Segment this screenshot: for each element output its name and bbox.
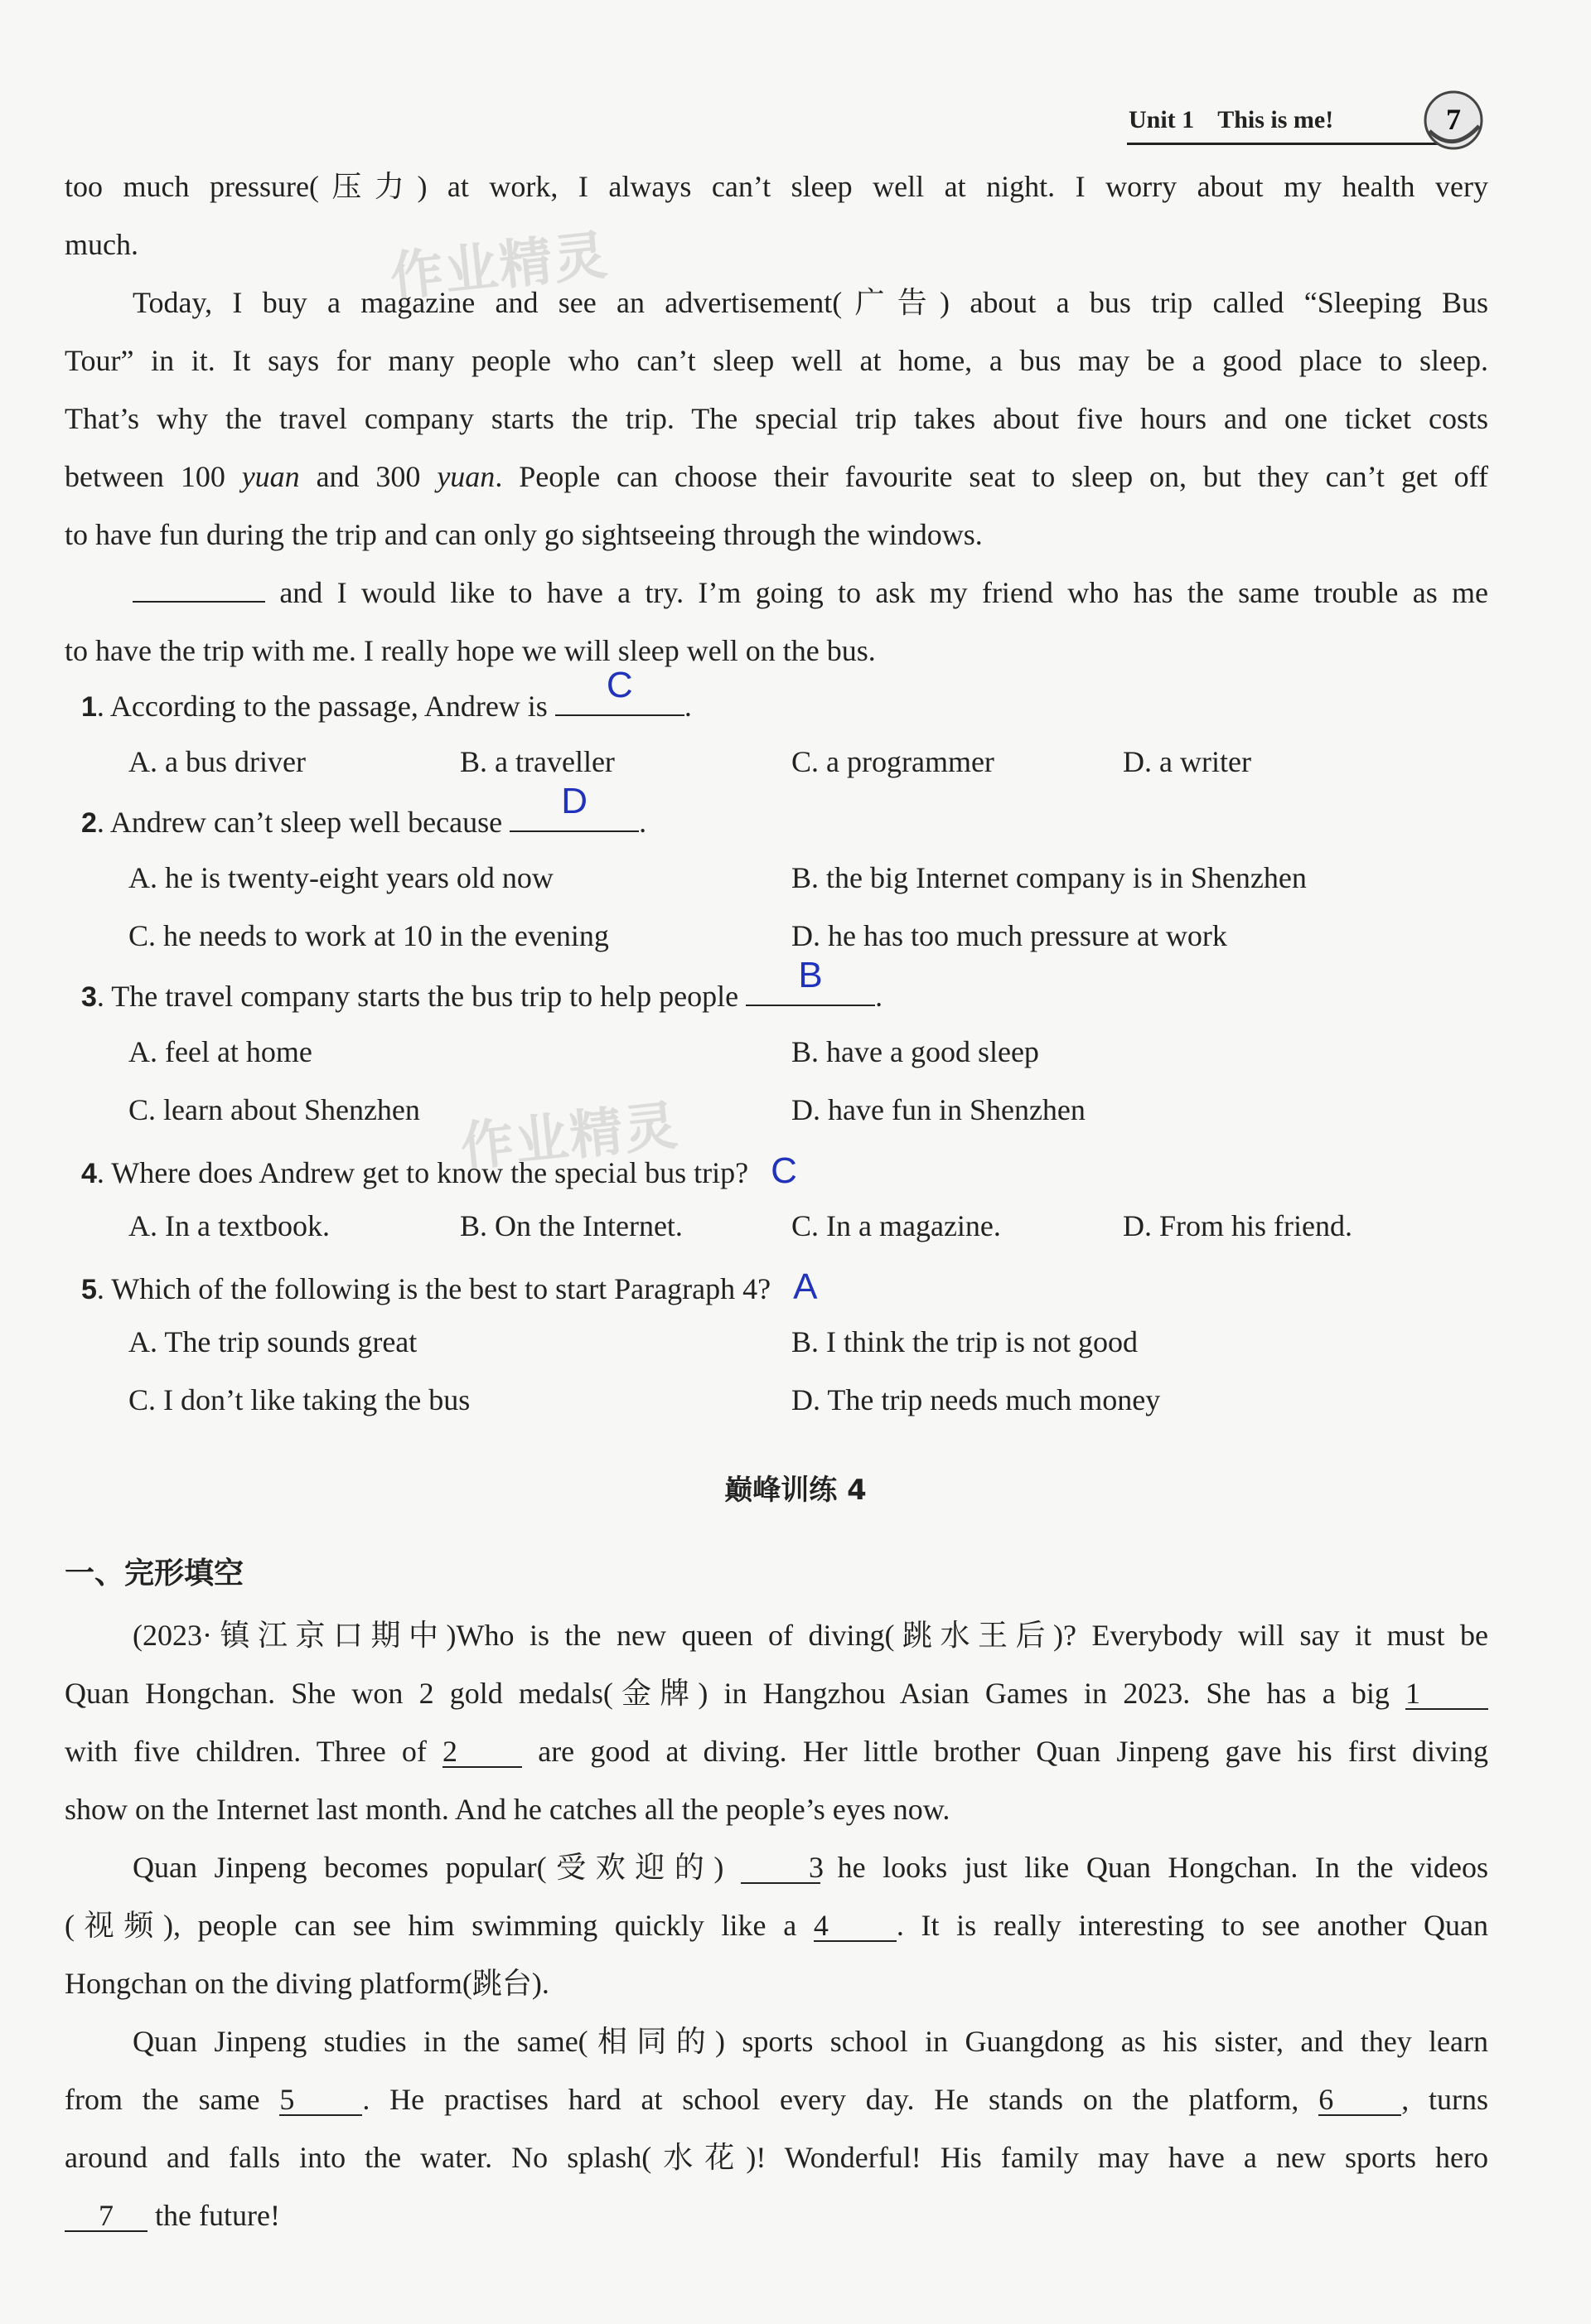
option-a[interactable]: A. a bus driver	[128, 745, 306, 778]
page-header	[1102, 91, 1500, 149]
handwritten-answer: C	[606, 665, 633, 705]
unit-title	[1129, 106, 1333, 134]
cloze-line: Quan Jinpeng studies in the same(相同的) sports school in Guangdong as his sister, and they learn	[133, 2025, 1488, 2058]
question-stem: 4. Where does Andrew get to know the special bus trip? C	[81, 1150, 797, 1191]
passage-line: and I would like to have a try. I’m going to ask my friend who has the same trouble as me	[65, 564, 1488, 622]
passage-line: to have fun during the trip and can only go sightseeing through the windows.	[65, 518, 983, 551]
option-d[interactable]: D. a writer	[1123, 745, 1251, 778]
option-d[interactable]: D. he has too much pressure at work	[791, 919, 1227, 952]
section-title: 巅峰训练 4	[724, 1474, 867, 1507]
cloze-line: around and falls into the water. No splash(水花)! Wonderful! His family may have a new sports hero	[65, 2141, 1488, 2174]
option-b[interactable]: B. I think the trip is not good	[791, 1325, 1138, 1358]
handwritten-answer: C	[771, 1150, 797, 1191]
question-stem: 2. Andrew can’t sleep well because D .	[81, 781, 647, 839]
answer-blank[interactable]	[510, 781, 639, 832]
cloze-blank-5[interactable]: 5	[279, 2084, 362, 2116]
cloze-blank-3[interactable]: 3	[741, 1852, 820, 1884]
part-title: 一、完形填空	[65, 1557, 244, 1590]
watermark-middle: 作业精灵	[457, 1095, 682, 1179]
option-b[interactable]: B. On the Internet.	[460, 1209, 683, 1242]
cloze-line: 7 the future!	[65, 2186, 1488, 2244]
cloze-line: (2023·镇江京口期中)Who is the new queen of diving(跳水王后)? Everybody will say it must be	[133, 1619, 1488, 1652]
cloze-blank-1[interactable]: 1	[1405, 1678, 1488, 1710]
option-c[interactable]: C. I don’t like taking the bus	[128, 1383, 471, 1416]
passage-line: Tour” in it. It says for many people who can’t sleep well at home, a bus may be a good place to sleep.	[65, 344, 1488, 377]
cloze-line: Hongchan on the diving platform(跳台).	[65, 1967, 549, 2000]
option-d[interactable]: D. The trip needs much money	[791, 1383, 1161, 1416]
option-c[interactable]: C. In a magazine.	[791, 1209, 1001, 1242]
option-c[interactable]: C. learn about Shenzhen	[128, 1093, 420, 1126]
cloze-blank-4[interactable]: 4	[814, 1910, 897, 1942]
watermark-top: 作业精灵	[387, 225, 612, 309]
question-stem: 5. Which of the following is the best to start Paragraph 4? A	[81, 1266, 818, 1307]
option-a[interactable]: A. The trip sounds great	[128, 1325, 418, 1358]
passage-line: That’s why the travel company starts the trip. The special trip takes about five hours and one ticket costs	[65, 402, 1488, 435]
option-a[interactable]: A. In a textbook.	[128, 1209, 330, 1242]
cloze-line: from the same 5 . He practises hard at school every day. He stands on the platform, 6 , turns	[65, 2083, 1489, 2116]
option-c[interactable]: C. he needs to work at 10 in the evening	[128, 919, 609, 952]
page-number-badge	[1421, 88, 1486, 153]
unit-name: This is me!	[1217, 106, 1334, 133]
option-b[interactable]: B. have a good sleep	[791, 1035, 1039, 1068]
option-d[interactable]: D. From his friend.	[1123, 1209, 1352, 1242]
cloze-blank-6[interactable]: 6	[1318, 2084, 1401, 2116]
question-stem: 3. The travel company starts the bus trip to help people B .	[81, 955, 883, 1013]
option-b[interactable]: B. a traveller	[460, 745, 615, 778]
question-stem: 1. According to the passage, Andrew is C .	[81, 665, 692, 723]
handwritten-answer: B	[798, 955, 823, 995]
unit-label: Unit 1	[1129, 106, 1195, 133]
cloze-line: Quan Jinpeng becomes popular(受欢迎的) 3 he looks just like Quan Hongchan. In the videos	[133, 1851, 1489, 1884]
passage-line: Today, I buy a magazine and see an advertisement(广告) about a bus trip called “Sleeping Bus	[133, 286, 1488, 319]
option-c[interactable]: C. a programmer	[791, 745, 994, 778]
page-number-circle-icon	[1421, 88, 1486, 153]
handwritten-answer: D	[561, 781, 588, 821]
handwritten-answer: A	[793, 1266, 818, 1307]
answer-blank[interactable]	[555, 665, 684, 716]
option-a[interactable]: A. feel at home	[128, 1035, 312, 1068]
header-rule	[1127, 143, 1442, 145]
option-d[interactable]: D. have fun in Shenzhen	[791, 1093, 1086, 1126]
cloze-line: (视频), people can see him swimming quickly like a 4 . It is really interesting to see another Quan	[65, 1909, 1488, 1942]
passage-line: between 100 yuan and 300 yuan. People can choose their favourite seat to sleep on, but they can’t get off	[65, 460, 1489, 493]
passage-line: to have the trip with me. I really hope we will sleep well on the bus.	[65, 634, 876, 667]
cloze-line: show on the Internet last month. And he catches all the people’s eyes now.	[65, 1793, 950, 1826]
cloze-blank-7[interactable]: 7	[65, 2201, 147, 2232]
passage-line: too much pressure(压力) at work, I always can’t sleep well at night. I worry about my health very	[65, 170, 1488, 203]
answer-blank[interactable]	[746, 955, 875, 1006]
page-number: 7	[1446, 103, 1461, 136]
cloze-line: Quan Hongchan. She won 2 gold medals(金牌) in Hangzhou Asian Games in 2023. She has a big 1	[65, 1664, 1488, 1722]
option-a[interactable]: A. he is twenty-eight years old now	[128, 861, 554, 894]
cloze-passage	[65, 1606, 1488, 2244]
option-b[interactable]: B. the big Internet company is in Shenzhen	[791, 861, 1307, 894]
cloze-blank-2[interactable]: 2	[442, 1736, 522, 1768]
paragraph-blank[interactable]	[133, 601, 265, 603]
reading-passage	[65, 157, 1488, 680]
passage-line: much.	[65, 228, 138, 261]
cloze-line: with five children. Three of 2 are good at diving. Her little brother Quan Jinpeng gave his first diving	[65, 1735, 1488, 1768]
